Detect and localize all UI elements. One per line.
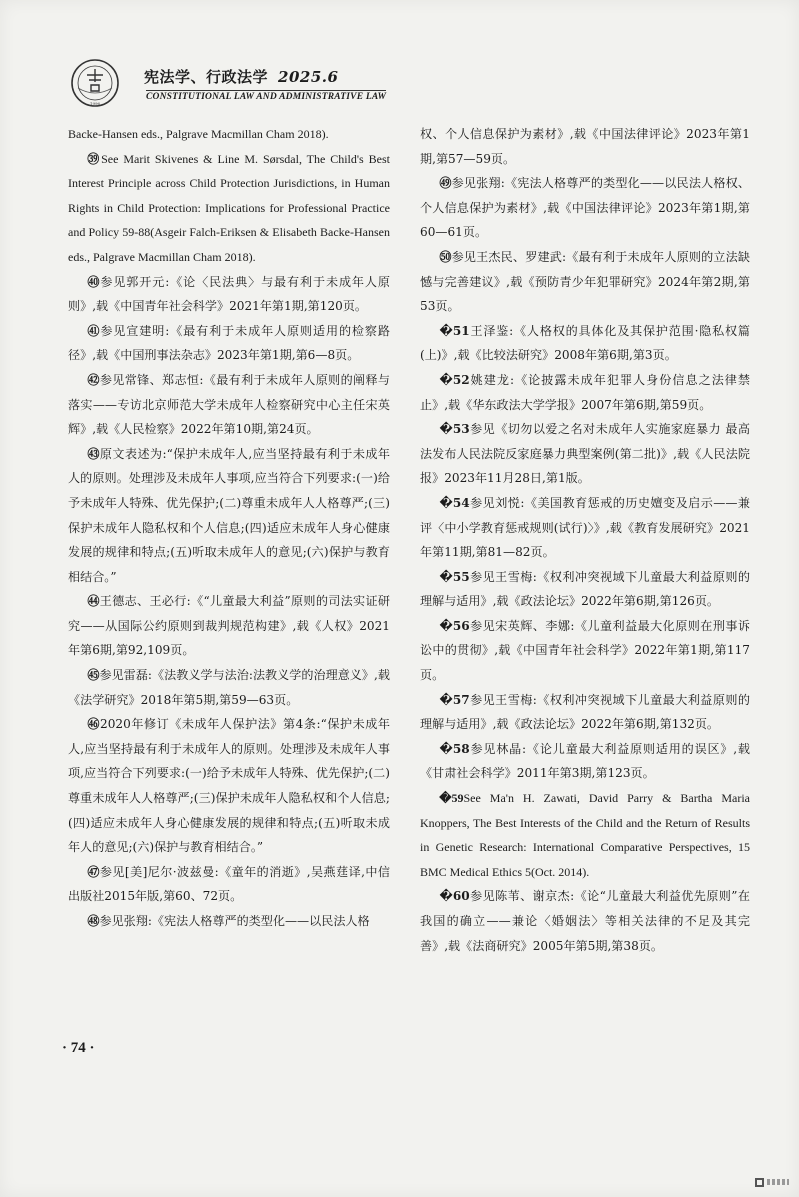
footnote-text: 参见郭开元:《论〈民法典〉与最有利于未成年人原则》,载《中国青年社会科学》2021年第1期,第120页。 [68, 274, 390, 314]
footnote-marker: ㊴ [87, 151, 102, 166]
footnote-text: 参见刘悦:《美国教育惩戒的历史嬗变及启示——兼评〈中小学教育惩戒规则(试行)〉》,载《教育发展研究》2021年第11期,第81—82页。 [420, 495, 750, 560]
footnote-marker: ㊿ [439, 249, 452, 264]
footnote-marker: ㊷ [87, 372, 100, 387]
footnote [420, 614, 750, 688]
footnote-text: 2020年修订《未成年人保护法》第4条:“保护未成年人,应当坚持最有利于未成年人的原则。处理涉及未成年人事项,应当符合下列要求:(一)给予未成年人特殊、优先保护;(二)尊重未成年人人格尊严;(三)保护未成年人隐私权和个人信息;(四)适应未成年人身心健康发展的规律和特点;(五)听取未成年人的意见;(六)保护与教育相结合。” [68, 717, 390, 855]
footnote-marker: ㊵ [87, 274, 101, 289]
footnote-text: 参见张翔:《宪法人格尊严的类型化——以民法人格权、个人信息保护为素材》,载《中国法律评论》2023年第1期,第60—61页。 [420, 176, 750, 240]
footnote-text: 参见张翔:《宪法人格尊严的类型化——以民法人格 [99, 914, 370, 928]
footnote [68, 442, 390, 590]
footnote-marker: �53 [439, 422, 470, 437]
journal-title [144, 66, 338, 87]
footnote-marker: �58 [439, 741, 470, 756]
footnote [68, 712, 390, 860]
footnote [68, 147, 390, 270]
footnote-text: 参见雷磊:《法教义学与法治:法教义学的治理意义》,载《法学研究》2018年第5期,第59—63页。 [68, 668, 390, 707]
footnote-marker: �57 [439, 692, 470, 707]
footnote [68, 270, 390, 319]
watermark-text-mark [767, 1179, 789, 1185]
footnote-marker: ㊸ [87, 446, 100, 461]
footnote [68, 663, 390, 712]
footnote-marker: �54 [439, 495, 470, 510]
svg-text:1996: 1996 [89, 101, 101, 106]
footnote-text: 王泽鉴:《人格权的具体化及其保护范围·隐私权篇(上)》,载《比较法研究》2008年第6期,第3页。 [420, 323, 750, 363]
footnote [420, 786, 750, 884]
footnote [68, 368, 390, 442]
journal-seal-logo [70, 58, 120, 108]
footnote [68, 589, 390, 663]
footnote-text: Backe-Hansen eds., Palgrave Macmillan Cham 2018). [68, 127, 329, 141]
footnote-text: 参见宋英辉、李娜:《儿童利益最大化原则在刑事诉讼中的贯彻》,载《中国青年社会科学》2022年第1期,第117页。 [420, 618, 750, 683]
footnote [68, 860, 390, 909]
footnote-text: 参见林晶:《论儿童最大利益原则适用的误区》,载《甘肃社会科学》2011年第3期,第123页。 [420, 741, 750, 781]
right-column [420, 122, 750, 958]
footnote [420, 737, 750, 786]
footnote-text: 王德志、王必行:《“儿童最大利益”原则的司法实证研究——从国际公约原则到裁判规范构建》,载《人权》2021年第6期,第92,109页。 [68, 594, 390, 658]
footnote-text: 参见王杰民、罗建武:《最有利于未成年人原则的立法缺憾与完善建议》,载《预防青少年犯罪研究》2024年第2期,第53页。 [420, 249, 750, 314]
footnote [420, 565, 750, 614]
footnote-marker: ㊺ [87, 668, 100, 683]
footnote-text: 参见[美]尼尔·波兹曼:《童年的消逝》,吴燕莛译,中信出版社2015年版,第60、72页。 [68, 864, 390, 904]
footnote [420, 491, 750, 565]
footnote-text: 参见王雪梅:《权利冲突视域下儿童最大利益原则的理解与适用》,载《政法论坛》2022年第6期,第132页。 [420, 692, 750, 732]
footnote-text: 参见王雪梅:《权利冲突视域下儿童最大利益原则的理解与适用》,载《政法论坛》2022年第6期,第126页。 [420, 569, 750, 609]
qr-code-icon [755, 1178, 764, 1187]
journal-title-text: 宪法学、行政法学 [144, 68, 269, 86]
footnote [420, 245, 750, 319]
footnote-marker: ㊼ [87, 864, 100, 879]
footnote-text: See Marit Skivenes & Line M. Sørsdal, The Child's Best Interest Principle across Child Protection Jurisdictions, in Human Rights in Child Protection: Implications for Professional Practice and Policy 59-88(Asgeir Falch-Eriksen & Elisabeth Backe-Hansen eds., Palgrave Macmillan Cham 2018). [68, 151, 390, 264]
footnote [420, 884, 750, 958]
footnote-continuation [420, 122, 750, 171]
footnote [420, 688, 750, 737]
issue-number: 2025.6 [278, 68, 339, 86]
footnote [420, 171, 750, 245]
footnote [420, 368, 750, 417]
footnote [420, 417, 750, 491]
running-header [70, 58, 400, 110]
footnote-marker: �55 [439, 569, 470, 584]
footnote-marker: �52 [439, 372, 470, 387]
footnote-marker: ㊶ [87, 323, 101, 338]
footnote-marker: �56 [439, 618, 470, 633]
footnote-text: 参见《切勿以爱之名对未成年人实施家庭暴力 最高法发布人民法院反家庭暴力典型案例(第二批)》,载《人民法院报》2023年11月28日,第1版。 [420, 422, 750, 486]
footnote-marker: �60 [439, 889, 470, 904]
footnote-marker: �59 [439, 791, 464, 806]
footnote-marker: ㊻ [87, 717, 100, 732]
footnote-marker: ㊽ [87, 914, 100, 928]
footnote-text: 姚建龙:《论披露未成年犯罪人身份信息之法律禁止》,载《华东政法大学学报》2007年第6期,第59页。 [420, 372, 750, 412]
footnote-marker: ㊹ [87, 594, 100, 609]
footnote-text: 参见常锋、郑志恒:《最有利于未成年人原则的阐释与落实——专访北京师范大学未成年人检察研究中心主任宋英辉》,载《人民检察》2022年第10期,第24页。 [68, 372, 390, 437]
journal-subtitle: CONSTITUTIONAL LAW AND ADMINISTRATIVE LAW [146, 92, 387, 102]
footnote-continuation [68, 122, 390, 147]
left-column [68, 122, 390, 934]
page-number: · 74 · [62, 1040, 95, 1056]
footnote-marker: ㊾ [439, 176, 452, 191]
footnote [68, 319, 390, 368]
footnote-text: 参见宣建明:《最有利于未成年人原则适用的检察路径》,载《中国刑事法杂志》2023年第1期,第6—8页。 [68, 323, 390, 363]
footnote [420, 319, 750, 368]
footnote-text: 权、个人信息保护为素材》,载《中国法律评论》2023年第1期,第57—59页。 [420, 127, 750, 166]
footnote-text: See Ma'n H. Zawati, David Parry & Bartha Maria Knoppers, The Best Interests of the Child and the Return of Results in Genetic Research: International Comparative Perspectives, 15 BMC Medical Ethics 5(Oct. 2014). [420, 791, 750, 879]
footnote [68, 909, 390, 934]
footnote-marker: �51 [439, 323, 470, 338]
footnote-text: 原文表述为:“保护未成年人,应当坚持最有利于未成年人的原则。处理涉及未成年人事项,应当符合下列要求:(一)给予未成年人特殊、优先保护;(二)尊重未成年人人格尊严;(三)保护未成年人隐私权和个人信息;(四)适应未成年人身心健康发展的规律和特点;(五)听取未成年人的意见;(六)保护与教育相结合。” [68, 446, 390, 584]
scanner-watermark [755, 1178, 789, 1188]
footnote-text: 参见陈苇、谢京杰:《论“儿童最大利益优先原则”在我国的确立——兼论〈婚姻法〉等相关法律的不足及其完善》,载《法商研究》2005年第5期,第38页。 [420, 889, 750, 953]
